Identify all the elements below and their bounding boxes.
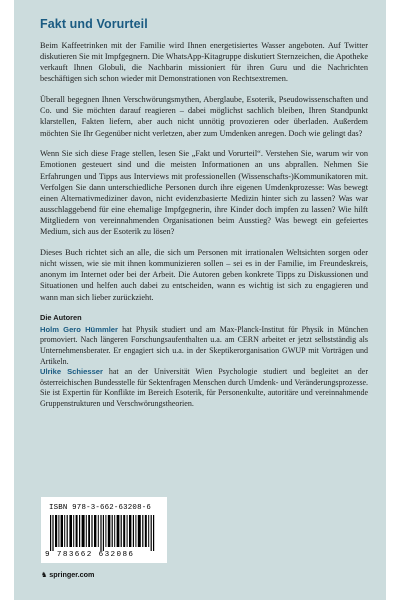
publisher-link[interactable] <box>41 570 94 579</box>
springer-horse-icon: ♞ <box>41 571 48 579</box>
barcode-icon <box>50 515 158 551</box>
author-bio <box>40 367 368 409</box>
isbn-barcode-box <box>41 497 167 563</box>
author-bio-text: hat an der Universität Wien Psychologie studiert und begleitet an der österreichischen Bundesstelle für Sektenfragen Menschen durch Umdenk- und Veränderungsprozesse. Sie ist Expertin für Konflikte im Bereich Esoterik, für Personenkulte, autoritäre und vereinnahmende Gruppenstrukturen und Verschwörungstheorien. <box>40 367 369 408</box>
authors-heading: Die Autoren <box>40 312 82 322</box>
author-bio-text: hat Physik studiert und am Max-Planck-Institut für Physik in München promoviert. Nach längeren Forschungsaufenthalten u.a. am CERN arbeitet er jetzt selbstständig als Unternehmensberater. Er engagiert sich u.a. in der Skeptikerorganisation GWUP mit Vorträgen und Artikeln. <box>40 324 369 366</box>
publisher-name: springer.com <box>49 570 95 579</box>
blurb-paragraph-4: Dieses Buch richtet sich an alle, die sich um Personen mit irrationalen Weltsichten sorgen oder nicht wissen, wie sie mit ihnen kommunizieren sollen – sei es in der Familie, im Freundeskreis, anonym im Internet oder bei der Arbeit. Die Autoren geben konkrete Tipps zu Diskussionen und Situationen und helfen auch dabei zu entscheiden, wann es wichtig ist sich zu engagieren und wann man sich lieber zurückzieht. <box>40 248 368 302</box>
blurb-paragraph-2: Überall begegnen Ihnen Verschwörungsmythen, Aberglaube, Esoterik, Pseudowissenschaften und Co. und Sie möchten darauf reagieren – dabei möglichst sachlich bleiben, Ihren Standpunkt klarstellen, Fakten liefern, aber auch nicht unnötig provozieren oder überladen. Außerdem möchten Sie Ihr Gegenüber nicht verletzen, aber zum Umdenken anregen. Doch wie gelingt das? <box>40 95 368 138</box>
isbn-label: ISBN 978-3-662-63208-6 <box>49 504 151 512</box>
author-name: Holm Gero Hümmler <box>40 324 118 334</box>
blurb-paragraph-3: Wenn Sie sich diese Frage stellen, lesen Sie „Fakt und Vorurteil“. Verstehen Sie, warum wir von Emotionen gesteuert sind und die meisten Informationen an uns abprallen. Nehmen Sie Erfahrungen und Tipps aus Interviews mit professionellen (Wissenschafts-)Kommunikatoren mit. Verfolgen Sie dann unterschiedliche Personen durch ihre eigenen Umdenkprozesse: Was bewegt einen Alternativmediziner davon, nicht evidenzbasierte Medizin hinter sich zu lassen? Was war ausschlaggebend für eine ehemalige Impfgegnerin, ihre Kinder doch impfen zu lassen? Wie hilft Mitgliedern von vereinnahmenden Organisationen beim Ausstieg? Was bewegt ein gefeiertes Medium, sich aus der Esoterik zu lösen? <box>40 149 368 237</box>
blurb-paragraph-1: Beim Kaffeetrinken mit der Familie wird Ihnen energetisiertes Wasser angeboten. Auf Twitter diskutieren Sie mit Impfgegnern. Die WhatsApp-Kitagruppe diskutiert Sternzeichen, die Apotheke verkauft Ihnen Globuli, die Nachbarin missioniert für ihren Guru und die Nachrichten beschäftigen sich schon wieder mit Demonstrationen von Rechtsextremen. <box>40 41 368 84</box>
author-bio <box>40 325 368 367</box>
book-title: Fakt und Vorurteil <box>40 17 148 31</box>
author-name: Ulrike Schiesser <box>40 367 103 377</box>
barcode-digits: 9 783662 632086 <box>45 551 135 559</box>
